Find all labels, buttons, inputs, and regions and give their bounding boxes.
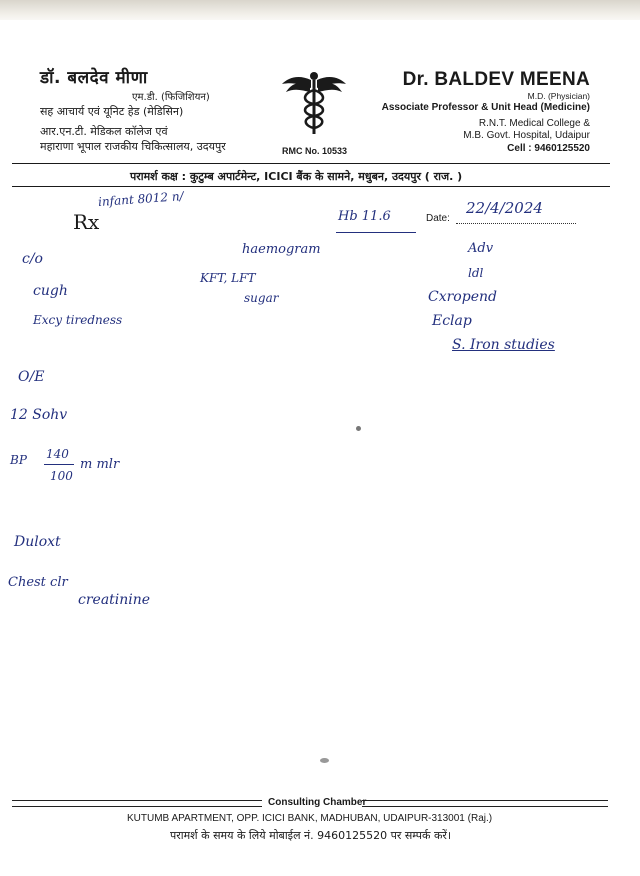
handwritten-left-11: Chest clr	[8, 575, 68, 590]
handwritten-left-1: c/o	[22, 251, 43, 267]
footer-address: KUTUMB APARTMENT, OPP. ICICI BANK, MADHUBAN, UDAIPUR-313001 (Raj.)	[127, 813, 493, 824]
title-hindi: सह आचार्य एवं यूनिट हेड (मेडिसिन)	[40, 105, 184, 118]
handwritten-right-2: ldl	[468, 266, 484, 280]
handwritten-left-8: 100	[50, 469, 73, 483]
consult-address-hindi: परामर्श कक्ष : कुटुम्ब अपार्टमेन्ट, ICICI बैंक के सामने, मधुबन, उदयपुर ( राज. )	[130, 170, 463, 183]
handwritten-left-7: 140	[46, 447, 69, 461]
handwritten-left-6: BP	[10, 453, 27, 467]
handwritten-patient-line: infant 8012 n/	[97, 189, 185, 209]
handwritten-left-3: Excy tiredness	[33, 313, 123, 327]
scan-speck	[320, 758, 329, 763]
handwritten-left-10: Duloxt	[14, 534, 61, 550]
hospital-english: M.B. Govt. Hospital, Udaipur	[463, 130, 590, 141]
footer-rule-right	[362, 800, 608, 807]
footer-chamber-label: Consulting Chamber	[268, 797, 367, 808]
doctor-name-english: Dr. BALDEV MEENA	[402, 69, 590, 90]
hospital-hindi: महाराणा भूपाल राजकीय चिकित्सालय, उदयपुर	[40, 140, 226, 153]
handwritten-fraction-bar	[44, 464, 74, 465]
footer-rule-left	[12, 800, 262, 807]
handwritten-middle-2: KFT, LFT	[200, 271, 256, 285]
header-rule-bottom	[12, 186, 610, 187]
handwritten-left-9: m mlr	[80, 457, 120, 472]
header-rule-top	[12, 163, 610, 164]
degree-english: M.D. (Physician)	[527, 91, 590, 101]
caduceus-icon	[280, 70, 348, 136]
rmc-number: RMC No. 10533	[282, 146, 348, 156]
degree-hindi: एम.डी. (फिजिशियन)	[132, 92, 210, 103]
handwritten-middle-3: sugar	[244, 291, 279, 305]
handwritten-left-4: O/E	[18, 369, 45, 385]
date-label: Date:	[426, 213, 450, 224]
handwritten-right-4: Eclap	[432, 313, 472, 329]
cell-number: Cell : 9460125520	[507, 143, 590, 154]
handwritten-right-1: Adv	[468, 241, 494, 256]
footer-contact-hindi: परामर्श के समय के लिये मोबाईल नं. 9460125520 पर सम्पर्क करें।	[170, 829, 452, 842]
handwritten-date: 22/4/2024	[466, 199, 543, 217]
prescription-page	[0, 20, 640, 876]
handwritten-left-5: 12 Sohv	[10, 407, 68, 423]
handwritten-hb-underline	[336, 232, 416, 233]
handwritten-right-3: Cxropend	[428, 289, 497, 305]
date-dotted-line	[456, 223, 576, 224]
handwritten-right-5: S. Iron studies	[452, 337, 555, 353]
rx-symbol: Rx	[73, 210, 100, 234]
handwritten-left-12: creatinine	[78, 592, 151, 608]
handwritten-middle-1: haemogram	[242, 242, 321, 257]
handwritten-hb: Hb 11.6	[338, 209, 391, 224]
handwritten-left-2: cugh	[33, 283, 68, 299]
title-english: Associate Professor & Unit Head (Medicine)	[381, 102, 590, 113]
college-hindi: आर.एन.टी. मेडिकल कॉलेज एवं	[40, 125, 168, 138]
scan-speck	[356, 426, 361, 431]
college-english: R.N.T. Medical College &	[478, 118, 590, 129]
doctor-name-hindi: डॉ. बलदेव मीणा	[40, 68, 148, 88]
